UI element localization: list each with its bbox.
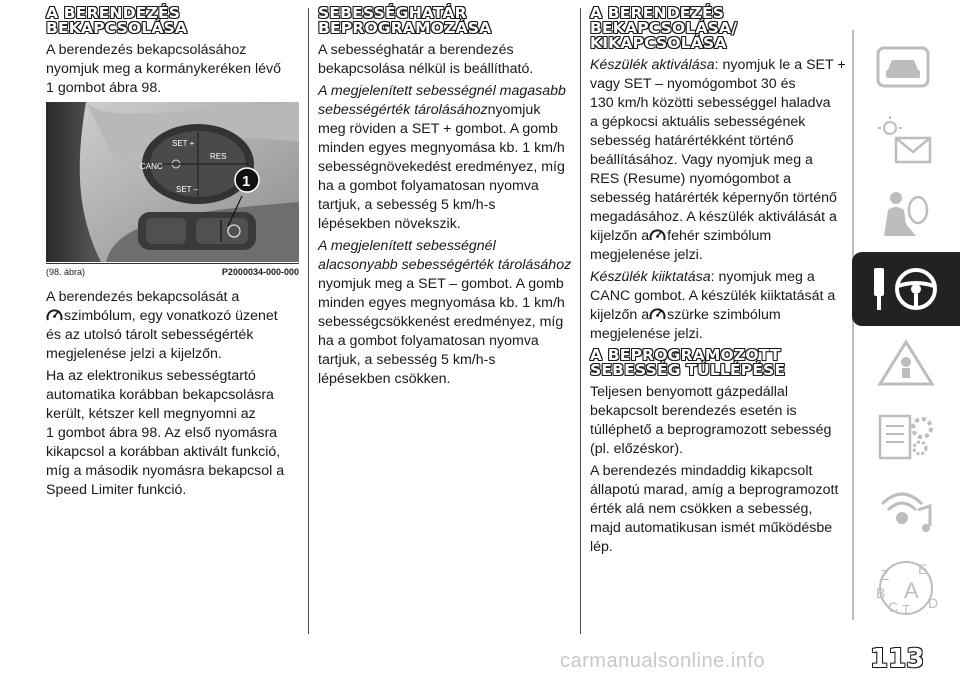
figure-caption: (98. ábra) P2000034-000-000 xyxy=(46,267,299,277)
paragraph-activation: A berendezés bekapcsolásához nyomjuk meg a kormánykeréken lévő 1 gombot ábra 98. xyxy=(46,42,281,96)
paragraph-display-info: A berendezés bekapcsolását a szimbólum, egy vonatkozó üzenet és az utolsó tárolt sebességérték megjelenése jelzi a kijelzőn. xyxy=(46,289,278,362)
canc-label: CANC xyxy=(140,162,163,171)
index-letter-c: C xyxy=(888,599,899,615)
tab-warning-lights[interactable] xyxy=(852,104,960,178)
alphabetical-index-icon xyxy=(872,558,944,618)
index-letter-a: A xyxy=(904,578,919,603)
paragraph-auto-resume: A berendezés mindaddig kikapcsolt állapotú marad, amíg a beprogramozott érték alá nem csökken a sebesség, majd automatikusan ismét működésbe lép. xyxy=(590,463,839,555)
column-divider-2 xyxy=(580,8,581,634)
multimedia-icon xyxy=(872,484,944,538)
speed-limiter-icon xyxy=(649,227,666,242)
index-letter-d: D xyxy=(928,595,939,611)
watermark: carmanualsonline.info xyxy=(560,650,766,672)
paragraph-double-press: Ha az elektronikus sebességtartó automatika korábban bekapcsolásra került, kétszer kell megnyomni az 1 gombot ábra 98. Az első nyomásra kikapcsol a korábban aktivált funkció, míg a második nyomásra bekapcsol a Speed Limiter funkció. xyxy=(46,368,285,498)
heading-activation: A BERENDEZÉS BEKAPCSOLÁSA xyxy=(46,4,188,37)
maintenance-checklist-icon xyxy=(872,410,944,464)
page-number: 113 xyxy=(870,644,925,674)
steering-wheel-buttons-image xyxy=(46,102,299,262)
warning-lights-icon xyxy=(872,114,944,168)
callout-1-label: 1 xyxy=(242,173,251,190)
key-steering-wheel-icon xyxy=(872,262,944,316)
speed-limiter-icon xyxy=(46,307,63,322)
figure-98 xyxy=(46,102,299,278)
paragraph-increase: A megjelenített sebességnél magasabb sebességérték tárolásáhoznyomjuk meg röviden a SET + gombot. A gomb minden egyes megnyomása kb. 1 km/h sebességnövekedést eredményez, míg ha a gombot folyamatosan nyomva tartjuk, a sebesség 5 km/h-s lépésekben növekszik. xyxy=(318,83,566,232)
set-minus-label: SET – xyxy=(176,185,199,194)
tab-safety[interactable] xyxy=(852,178,960,252)
paragraph-intro: A sebességhatár a berendezés bekapcsolása nélkül is beállítható. xyxy=(318,42,534,77)
tab-index[interactable] xyxy=(852,548,960,622)
index-letter-t: T xyxy=(902,602,910,617)
paragraph-device-deactivation: Készülék kiiktatása: nyomjuk meg a CANC gombot. A készülék kiiktatását a kijelzőn a szürke szimbólum megjelenése jelzi. xyxy=(590,269,836,342)
heading-speed-limit-programming: SEBESSÉGHATÁR BEPROGRAMOZÁSA xyxy=(318,4,492,37)
speed-limiter-icon xyxy=(649,306,666,321)
index-letter-b: B xyxy=(876,585,886,601)
column-1 xyxy=(46,6,300,503)
tab-maintenance[interactable] xyxy=(852,400,960,474)
paragraph-device-activation: Készülék aktiválása: nyomjuk le a SET + vagy SET – nyomógombot 30 és 130 km/h közötti sebességgel haladva a gépkocsi aktuális sebességének sebesség határértékként történő beállításához. Vagy nyomjuk meg a RES (Resume) nyomógombot a sebesség határérték képernyőn történő megadásához. A készülék aktiválását a kijelzőn a fehér szimbólum megjelenése jelzi. xyxy=(590,57,846,263)
paragraph-decrease: A megjelenített sebességnél alacsonyabb sebességérték tárolásához nyomjuk meg a SET – gombot. A gomb minden egyes megnyomása kb. 1 km/h sebességcsökkenést eredményez, míg ha a gombot folyamatosan nyomva tartjuk, a sebesség 5 km/h-s lépésekben csökken. xyxy=(318,238,572,387)
column-3 xyxy=(590,4,846,560)
heading-activation-deactivation: A BERENDEZÉS BEKAPCSOLÁSA/ KIKAPCSOLÁSA xyxy=(590,4,738,52)
tab-starting-driving[interactable] xyxy=(852,252,960,326)
tab-multimedia[interactable] xyxy=(852,474,960,548)
airbag-seat-icon xyxy=(872,188,944,242)
column-divider-1 xyxy=(308,8,309,634)
index-letter-z: Z xyxy=(880,567,890,584)
tab-dashboard[interactable] xyxy=(852,30,960,104)
car-dashboard-icon xyxy=(872,40,944,94)
column-2 xyxy=(318,6,573,392)
res-label: RES xyxy=(210,152,227,161)
index-letter-e: E xyxy=(918,561,928,577)
paragraph-overtaking: Teljesen benyomott gázpedállal bekapcsolt berendezés esetén is túlléphető a beprogramozott sebesség (pl. előzéskor). xyxy=(590,384,832,457)
figure-divider xyxy=(46,263,299,264)
heading-exceeding-speed: A BEPROGRAMOZOTT SEBESSÉG TÚLLÉPÉSE xyxy=(590,346,786,379)
tab-emergency[interactable] xyxy=(852,326,960,400)
warning-triangle-icon xyxy=(872,336,944,390)
set-plus-label: SET + xyxy=(172,139,195,148)
